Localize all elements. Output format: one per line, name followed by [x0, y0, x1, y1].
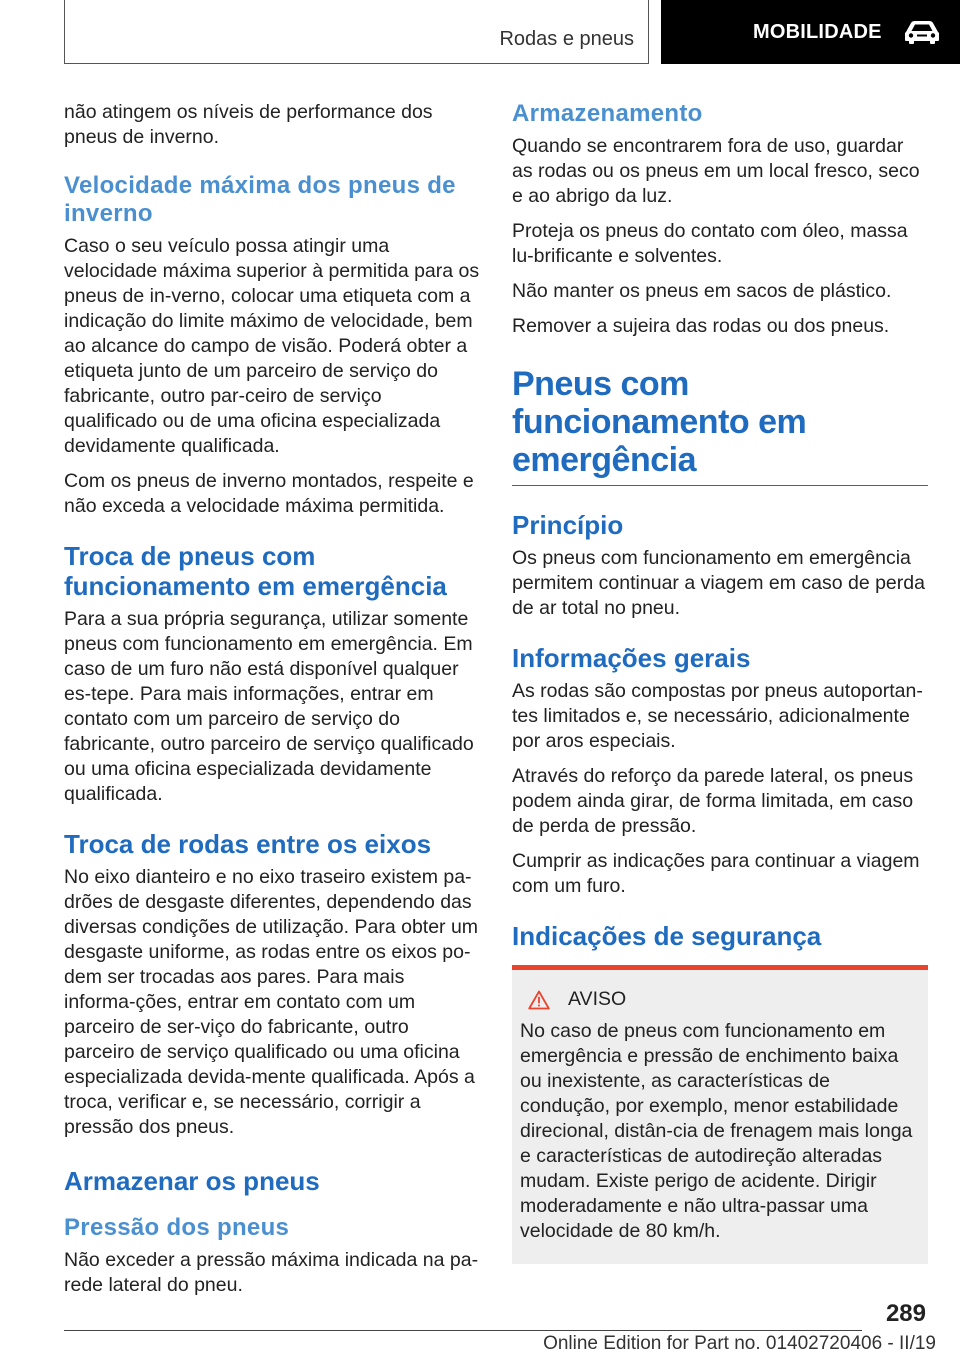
- heading-tire-pressure: Pressão dos pneus: [64, 1214, 290, 1241]
- warning-box: [512, 965, 928, 1264]
- general-info-paragraph-1: As rodas são compostas por pneus autoportan-tes limitados e, se necessário, adicionalmente por aros especiais.: [512, 680, 923, 752]
- runflat-change-paragraph: Para a sua própria segurança, utilizar somente pneus com funcionamento em emergência. Em caso de um furo não está disponível qualquer es-tepe. Para mais informações, entrar em contato com um parceiro de serviço do fabricante, outro parceiro de serviço qualificado ou uma oficina especializada devidamente qualificada.: [64, 608, 474, 805]
- heading-tire-storage: Armazenar os pneus: [64, 1166, 320, 1196]
- heading-wheel-rotation: Troca de rodas entre os eixos: [64, 829, 432, 859]
- storage-paragraph-3: Não manter os pneus em sacos de plástico.: [512, 280, 892, 302]
- page-number: 289: [885, 1300, 926, 1327]
- left-column: [64, 100, 480, 1308]
- general-info-paragraph-2: Através do reforço da parede lateral, os pneus podem ainda girar, de forma limitada, em caso de perda de pressão.: [512, 765, 914, 837]
- runflat-chapter-title-block: [512, 365, 928, 486]
- header-chapter-title: MOBILIDADE: [753, 20, 882, 43]
- tire-pressure-paragraph: Não exceder a pressão máxima indicada na pa-rede lateral do pneu.: [64, 1249, 479, 1296]
- car-icon: [902, 19, 942, 45]
- header-chapter-tab: [661, 0, 960, 64]
- warning-header: [520, 988, 920, 1011]
- heading-general-info: Informações gerais: [512, 643, 751, 673]
- principle-paragraph: Os pneus com funcionamento em emergência permitem continuar a viagem em caso de perda de ar total no pneu.: [512, 547, 925, 619]
- storage-paragraph-1: Quando se encontrarem fora de uso, guardar as rodas ou os pneus em um local fresco, seco e ao abrigo da luz.: [512, 135, 920, 207]
- footer-edition: Online Edition for Part no. 01402720406 - II/19: [543, 1333, 936, 1354]
- heading-winter-tire-max-speed: Velocidade máxima dos pneus de inverno: [64, 172, 456, 227]
- wheel-rotation-paragraph: No eixo dianteiro e no eixo traseiro existem pa-drões de desgaste diferentes, dependendo das diversas condições de utilização. Para obter um desgaste uniforme, as rodas entre os eixos po-dem ser trocadas aos pares. Para mais informa-ções, entrar em contato com um parceiro de ser-viço do fabricante, outro parceiro de serviço qualificado ou uma oficina especializada devida-mente qualificada. Após a troca, verificar e, se necessário, corrigir a pressão dos pneus.: [64, 866, 479, 1138]
- heading-runflat-tires: Pneus com funcionamento em emergência: [512, 365, 807, 479]
- warning-text: No caso de pneus com funcionamento em emergência e pressão de enchimento baixa ou inexistente, as características de condução, por exemplo, menor estabilidade direcional, distân-cia de frenagem mais longa e características de autodireção alteradas mudam. Existe perigo de acidente. Dirigir moderadamente e não ultra-passar uma velocidade de 80 km/h.: [520, 1020, 913, 1242]
- winter-speed-paragraph-2: Com os pneus de inverno montados, respeite e não exceda a velocidade máxima permitida.: [64, 470, 474, 517]
- storage-paragraph-2: Proteja os pneus do contato com óleo, massa lu-brificante e solventes.: [512, 220, 908, 267]
- heading-runflat-tire-change: Troca de pneus com funcionamento em emergência: [64, 541, 447, 601]
- intro-paragraph: não atingem os níveis de performance dos pneus de inverno.: [64, 101, 433, 148]
- warning-title: AVISO: [568, 988, 627, 1010]
- winter-speed-paragraph-1: Caso o seu veículo possa atingir uma velocidade máxima superior à permitida para os pneus de in-verno, colocar uma etiqueta com a indicação do limite máximo de velocidade, bem ao alcance do campo de visão. Poderá obter a etiqueta junto de um parceiro de serviço do fabricante, outro par-ceiro de serviço qualificado ou de uma oficina especializada devidamente qualificada.: [64, 235, 480, 457]
- footer-divider: [64, 1330, 862, 1331]
- storage-paragraph-4: Remover a sujeira das rodas ou dos pneus.: [512, 315, 890, 337]
- heading-safety-notes: Indicações de segurança: [512, 921, 822, 951]
- general-info-paragraph-3: Cumprir as indicações para continuar a viagem com um furo.: [512, 850, 920, 897]
- warning-triangle-icon: [528, 990, 550, 1010]
- header-section-title: Rodas e pneus: [499, 28, 634, 50]
- right-column: [512, 100, 928, 1264]
- heading-storage: Armazenamento: [512, 100, 703, 127]
- heading-principle: Princípio: [512, 510, 624, 540]
